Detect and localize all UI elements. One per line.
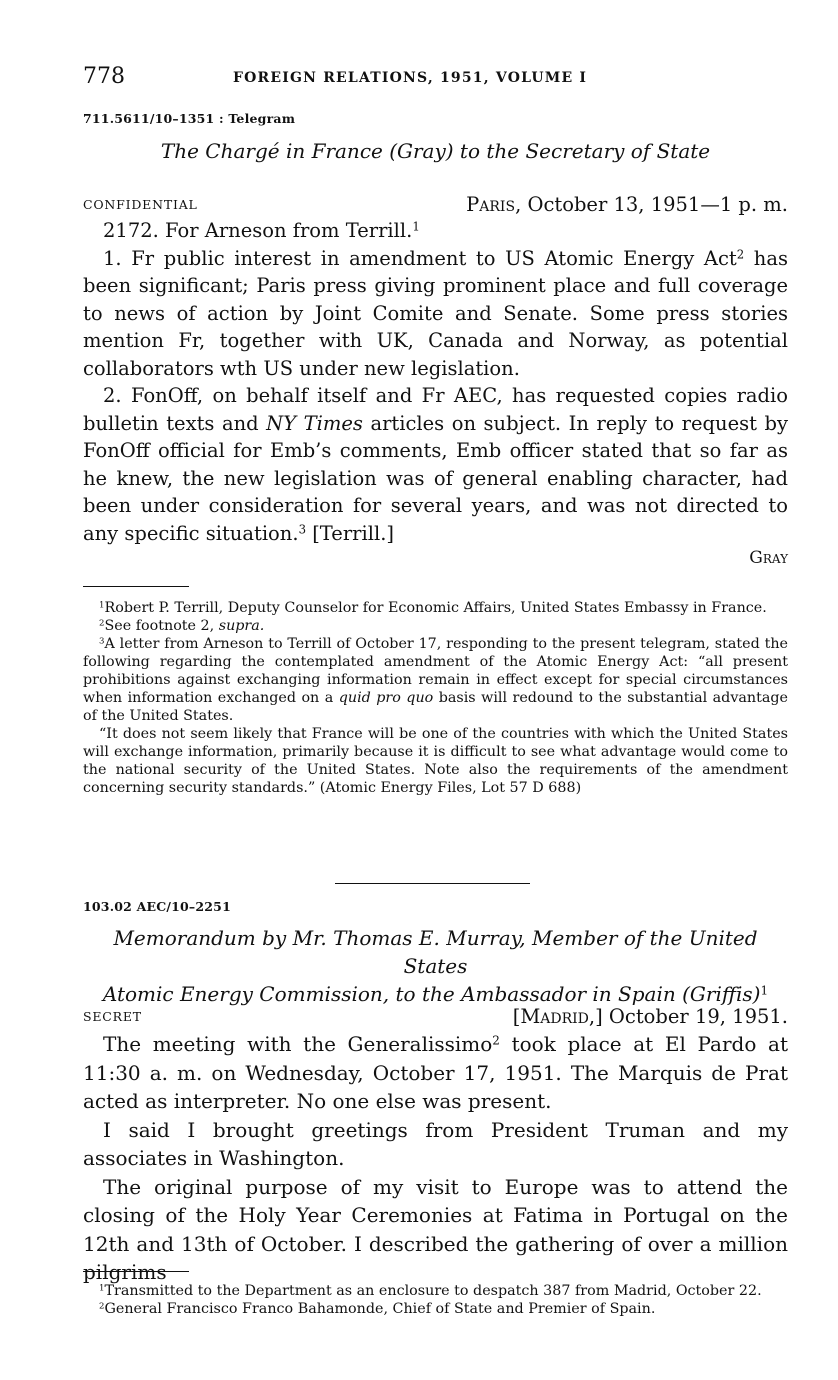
doc2-dateline	[83, 998, 788, 1028]
doc1-opening: 2172. For Arneson from Terrill.$^1$	[103, 219, 420, 242]
doc1-body	[83, 217, 788, 547]
doc1-title: The Chargé in France (Gray) to the Secretary of State	[160, 139, 711, 163]
doc1-place-date	[466, 193, 788, 216]
footnote-rule	[83, 1271, 189, 1272]
footnote-ref: 1	[412, 219, 420, 234]
doc1-date: , October 13, 1951—1 p. m.	[515, 193, 788, 216]
doc2-title	[83, 924, 788, 1008]
doc2-paragraph-1: The meeting with the Generalissimo$^2$ took place at El Pardo at 11:30 a. m. on Wednesday, October 17, 1951. The Marquis de Prat acted as interpreter. No one else was present.	[83, 1032, 788, 1113]
doc1-classification: CONFIDENTIAL	[83, 197, 198, 212]
footnote-3: $^3$A letter from Arneson to Terrill of October 17, responding to the present telegram, stated the following regarding the contemplated amendment of the Atomic Energy Act: “all present prohibitions against exchanging information remain in effect except for special circumstances when information exchanged on a quid pro quo basis will redound to the substantial advantage of the United States.	[83, 636, 789, 724]
doc2-footnotes	[83, 1282, 788, 1318]
doc2-file-number: 103.02 AEC/10–2251	[83, 899, 231, 914]
footnote-2: $^2$See footnote 2, supra.	[99, 618, 265, 634]
running-title: FOREIGN RELATIONS, 1951, VOLUME I	[233, 70, 588, 86]
footnote-ref: 1	[760, 983, 769, 998]
doc1-place: Paris	[466, 193, 516, 216]
footnote-ref: 2	[736, 247, 745, 262]
footnote-1: $^1$Robert P. Terrill, Deputy Counselor for Economic Affairs, United States Embassy in France.	[99, 600, 767, 616]
doc2-classification: SECRET	[83, 1009, 142, 1024]
footnote-ref: 2	[492, 1033, 500, 1048]
doc2-date: ,] October 19, 1951.	[588, 1005, 788, 1028]
doc1-paragraph-2: 2. FonOff, on behalf itself and Fr AEC, has requested copies radio bulletin texts and NY Times articles on subject. In reply to request by FonOff official for Emb’s comments, Emb officer stated that so far as he knew, the new legislation was of general enabling character, had been under consideration for several years, and was not directed to any specific situation.$^3$ [Terrill.]	[83, 384, 788, 545]
running-header	[83, 64, 788, 94]
document-separator	[335, 883, 530, 884]
footnote-3-continued: “It does not seem likely that France will be one of the countries with which the United States will exchange information, primarily because it is difficult to see what advantage would come to the national security of the United States. Note also the requirements of the amendment concerning security standards.” (Atomic Energy Files, Lot 57 D 688)	[83, 726, 788, 796]
footnote-1: $^1$Transmitted to the Department as an enclosure to despatch 387 from Madrid, October 22.	[99, 1283, 762, 1299]
doc1-footnotes	[83, 599, 788, 797]
footnote-2: $^2$General Francisco Franco Bahamonde, Chief of State and Premier of Spain.	[99, 1301, 656, 1317]
footnote-ref: 3	[298, 522, 306, 537]
doc1-file-number: 711.5611/10–1351 : Telegram	[83, 111, 296, 126]
page-number: 778	[83, 64, 125, 89]
doc2-title-line-1: Memorandum by Mr. Thomas E. Murray, Member of the United States	[113, 926, 758, 978]
doc2-title-line-2: Atomic Energy Commission, to the Ambassador in Spain (Griffis)$^1$	[102, 982, 769, 1006]
doc2-paragraph-3: The original purpose of my visit to Europe was to attend the closing of the Holy Year Ceremonies at Fatima in Portugal on the 12th and 13th of October. I described the gathering of over a million pilgrims	[83, 1174, 788, 1284]
footnote-rule	[83, 586, 189, 587]
newspaper-name: NY Times	[266, 411, 363, 435]
doc1-dateline	[83, 186, 788, 216]
doc2-paragraph-2: I said I brought greetings from President Truman and my associates in Washington.	[83, 1117, 788, 1170]
doc1-paragraph-1: 1. Fr public interest in amendment to US Atomic Energy Act$^2$ has been significant; Paris press giving prominent place and full coverage to news of action by Joint Comite and Senate. Some press stories mention Fr, together with UK, Canada and Norway, as potential collaborators wth US under new legislation.	[83, 246, 789, 380]
doc1-signature: Gray	[749, 548, 788, 568]
doc2-place: Madrid	[520, 1005, 589, 1028]
doc2-place-date: [Madrid,] October 19, 1951.	[512, 1005, 788, 1028]
doc2-body	[83, 1030, 788, 1287]
